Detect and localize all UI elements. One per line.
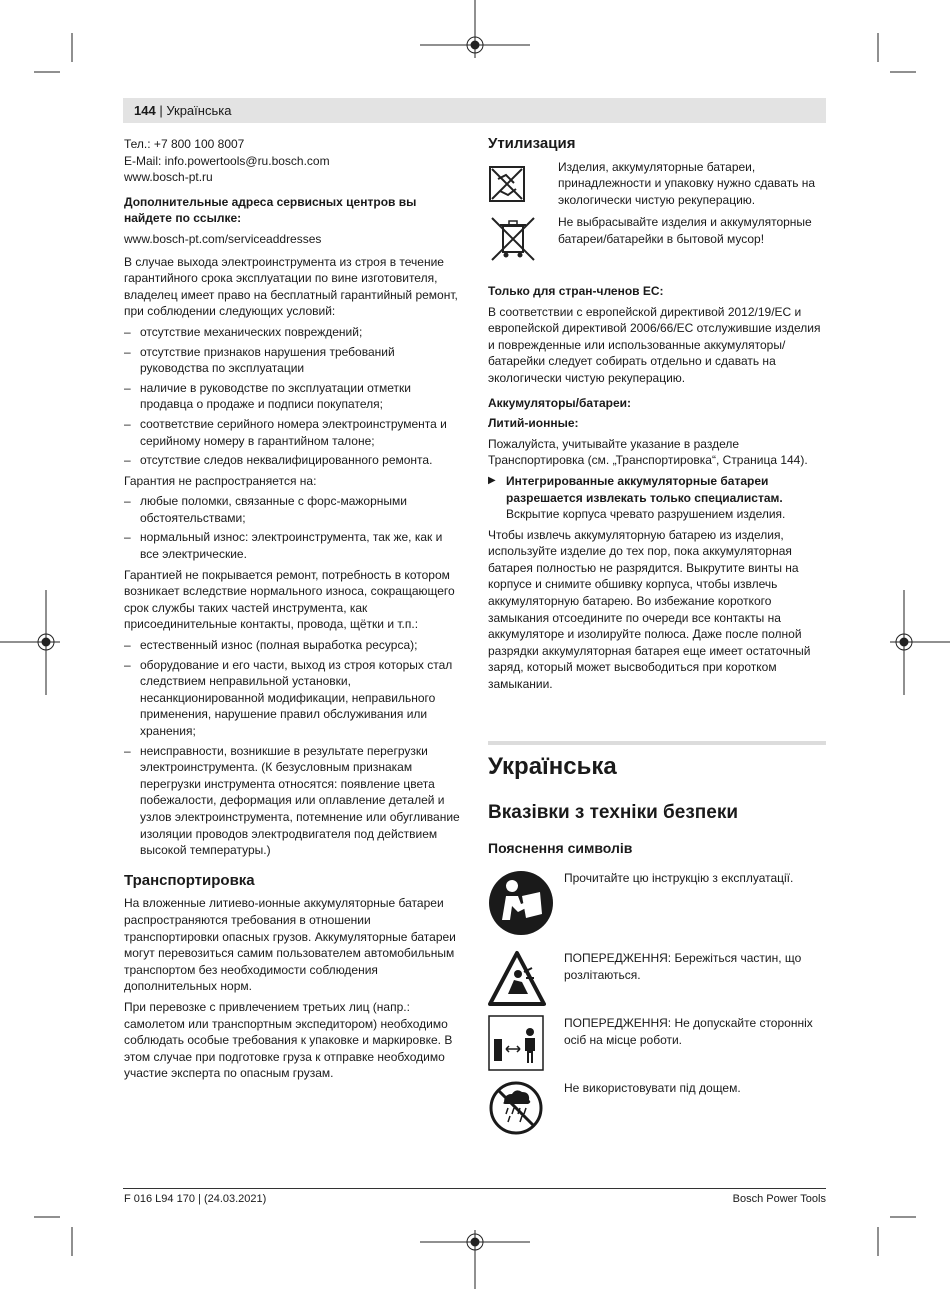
list-item: – оборудование и его части, выход из строя которых стал следствием неправильной установки, несанкционированной модификации, неправильного применения, нарушение правил обслуживания или хранения; [124,657,464,740]
battery-warning [488,473,826,523]
disposal-text-2: Не выбрасывайте изделия и аккумуляторные батареи/батарейки в бытовой мусор! [558,215,812,246]
footer-left [124,1192,266,1206]
disposal-text-1: Изделия, аккумуляторные батареи, принадлежности и упаковку нужно сдавать на экологически чистую рекуперацию. [558,159,816,207]
disposal-row-1 [488,159,826,209]
header-language: Українська [166,103,232,118]
right-column [488,136,826,697]
service-heading: Дополнительные адреса сервисных центров вы найдете по ссылке: [124,194,417,226]
symbols-heading: Пояснення символів [488,840,633,856]
symbol-row-no-rain [488,1080,826,1141]
eu-text: В соответствии с европейской директивой 2012/19/ЕС и европейской директивой 2006/66/EC отслужившие изделия и поврежденные или использованные аккумуляторы/батарейки следует собирать отдельно и сдавать на экологически чистую рекуперацию. [488,304,821,385]
symbol-text: ПОПЕРЕДЖЕННЯ: Не допускайте сторонніх осіб на місце роботи. [564,1016,813,1047]
keep-bystanders-away-icon [488,1015,564,1076]
list-item: – нормальный износ: электроинструмента, так же, как и все электрические. [124,529,464,562]
service-link[interactable]: www.bosch-pt.com/serviceaddresses [124,231,322,246]
liion-text: Пожалуйста, учитывайте указание в разделе Транспортировка (см. „Транспортировка“, Страница 144). [488,436,808,468]
eu-heading: Только для стран-членов ЕС: [488,283,664,298]
list-item: – соответствие серийного номера электроинструмента и серийному номеру в гарантийном талоне; [124,416,464,449]
repair-intro: Гарантией не покрывается ремонт, потребность в котором возникает вследствие нормального износа, сокращающего срок службы таких частей инструмента, как присоединительные контакты, провода, щётки и т.п.: [124,567,455,632]
recycling-crossed-box-icon [488,159,558,208]
contact-phone: Тел.: +7 800 100 8007 [124,137,245,151]
symbol-row-bystanders [488,1015,826,1076]
contact-email[interactable]: E-Mail: info.powertools@ru.bosch.com [124,153,330,168]
transport-heading: Транспортировка [124,871,255,889]
list-item: – отсутствие следов неквалифицированного ремонта. [124,452,464,469]
page-number: 144 [134,103,156,118]
list-item: – отсутствие механических повреждений; [124,324,464,341]
flying-parts-warning-icon [488,950,564,1013]
symbol-text: ПОПЕРЕДЖЕННЯ: Бережіться частин, що розлітаються. [564,951,802,982]
crossed-bin-icon [488,214,558,269]
warranty-intro: В случае выхода электроинструмента из строя в течение гарантийного срока эксплуатации по вине изготовителя, владелец имеет право на бесплатный гарантийный ремонт, при соблюдении следующих условий: [124,254,458,319]
list-item: – любые поломки, связанные с форс-мажорными обстоятельствами; [124,493,464,526]
transport-paragraph-2: При перевозке с привлечением третьих лиц (напр.: самолетом или транспортным экспедитором) необходимо соблюдать особые требования к упаковке и маркировке. В этом случае при подготовке груза к отправке необходимо участие эксперта по опасным грузам. [124,999,453,1081]
battery-removal-text: Чтобы извлечь аккумуляторную батарею из изделия, используйте изделие до тех пор, пока аккумуляторная батарея полностью не разрядится. Выкрутите винты на корпусе и снимите обшивку корпуса, чтобы извлечь аккумуляторную батарею. Во избежание короткого замыкания отсоедините по очереди все контакты на аккумуляторе и изолируйте полюса. Даже после полной разрядки аккумуляторная батарея еще имеет остаточный заряд, который может высвободиться при коротком замыкании. [488,527,811,692]
footer-rule [123,1188,826,1189]
contact-website[interactable]: www.bosch-pt.ru [124,170,213,185]
section-divider [488,741,826,745]
left-column [124,136,464,1086]
footer-separator: | [198,1193,201,1205]
transport-paragraph-1: На вложенные литиево-ионные аккумуляторные батареи распространяются требования в отношении транспортировки опасных грузов. Аккумуляторные батареи могут перевозиться самим пользователем автомобильным транспортом без необходимости соблюдения дополнительных норм. [124,896,456,994]
footer-brand: Bosch Power Tools [732,1193,826,1205]
liion-heading: Литий-ионные: [488,416,579,431]
battery-warning-rest: Вскрытие корпуса чревато разрушением изделия. [506,507,786,522]
read-manual-icon [488,870,564,941]
disposal-heading: Утилизация [488,135,576,152]
symbol-row-read-manual [488,870,826,941]
list-item: – естественный износ (полная выработка ресурса); [124,637,464,654]
battery-warning-bold: Интегрированные аккумуляторные батареи разрешается извлекать только специалистам. [506,473,783,505]
symbol-text: Прочитайте цю інструкцію з експлуатації. [564,871,794,885]
warranty-conditions-list [124,324,464,469]
header-separator: | [159,103,163,118]
document-code: F 016 L94 170 [124,1193,195,1205]
contacts-block [124,136,464,186]
list-item: – наличие в руководстве по эксплуатации отметки продавца о продаже и подписи покупателя; [124,380,464,413]
disposal-row-2 [488,214,826,269]
not-covered-list [124,493,464,562]
symbol-row-flying-parts [488,950,826,1013]
document-date: (24.03.2021) [203,1193,267,1205]
no-rain-icon [488,1080,564,1141]
batteries-heading: Аккумуляторы/батареи: [488,395,632,410]
symbol-text: Не використовувати під дощем. [564,1081,741,1095]
page-header [134,102,231,120]
ukrainian-section-title: Українська [488,753,617,780]
list-item: – неисправности, возникшие в результате перегрузки электроинструмента. (К безусловным признакам перегрузки инструмента относятся: появление цвета побежалости, деформация или оплавление деталей и узлов электроинструмента, потемнение или обугливание изоляции проводов электродвигателя под действием высокой температуры.) [124,743,464,859]
repair-list [124,637,464,859]
not-covered-intro: Гарантия не распространяется на: [124,473,317,488]
safety-title: Вказівки з техніки безпеки [488,802,739,823]
list-item: – отсутствие признаков нарушения требований руководства по эксплуатации [124,344,464,377]
